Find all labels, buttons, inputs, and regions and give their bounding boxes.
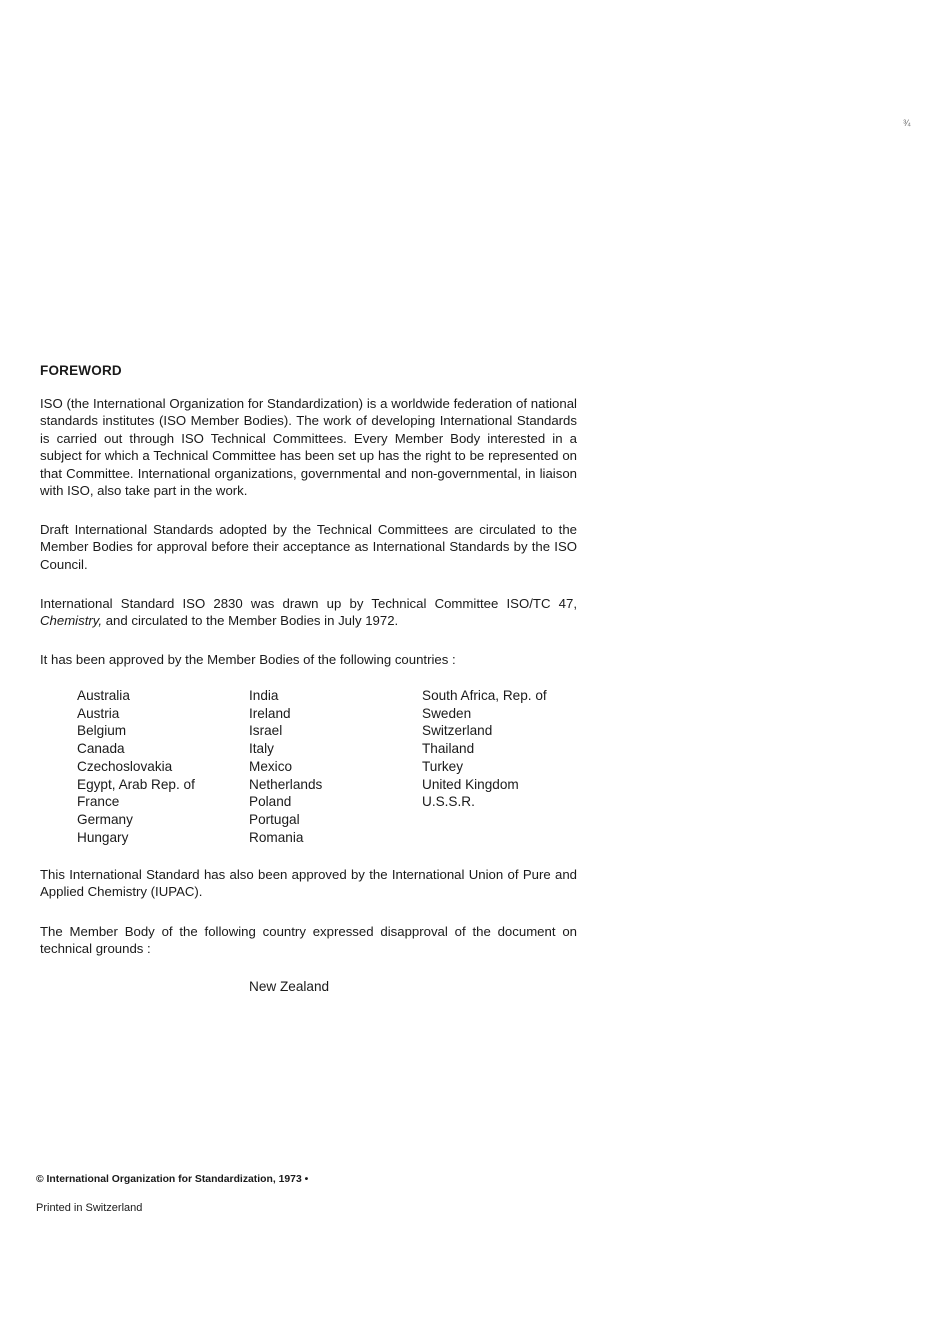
country-item: Israel xyxy=(249,723,283,739)
country-item: Mexico xyxy=(249,758,293,774)
country-item: Turkey xyxy=(422,758,464,774)
country-item: Switzerland xyxy=(422,723,493,739)
country-item: Netherlands xyxy=(249,776,323,792)
margin-speck: ¾ xyxy=(903,118,911,128)
country-item: Sweden xyxy=(422,705,472,721)
standard-text-end: and circulated to the Member Bodies in July 1972. xyxy=(102,613,399,629)
foreword-paragraph-drafts: Draft International Standards adopted by the Technical Committees are circulated to the Member Bodies for approval before their acceptance as International Standards by the ISO Council. xyxy=(40,522,577,572)
country-item: U.S.S.R. xyxy=(422,794,475,810)
foreword-paragraph-standard xyxy=(40,595,577,630)
country-item: Germany xyxy=(77,811,133,827)
country-item: Egypt, Arab Rep. of xyxy=(77,776,195,792)
country-item: Czechoslovakia xyxy=(77,758,173,774)
country-item: South Africa, Rep. of xyxy=(422,688,547,703)
country-item: Portugal xyxy=(249,811,300,827)
country-item: Canada xyxy=(77,741,125,757)
foreword-paragraph-iso: ISO (the International Organization for Standardization) is a worldwide federation of national standards institutes (ISO Member Bodies). The work of developing International Standards is carried out through ISO Technical Committees. Every Member Body interested in a subject for which a Technical Committee has been set up has the right to be represented on that Committee. International organizations, governmental and non-governmental, in liaison with ISO, also take part in the work. xyxy=(40,396,577,499)
country-item: Thailand xyxy=(422,741,475,757)
standard-text-start: International Standard ISO 2830 was drawn up by Technical Committee ISO/TC 47, xyxy=(40,596,577,611)
country-item: Romania xyxy=(249,829,304,845)
country-list-column-2 xyxy=(249,687,322,846)
country-item: Italy xyxy=(249,741,274,757)
printed-in-note: Printed in Switzerland xyxy=(36,1202,143,1214)
country-item: Austria xyxy=(77,705,120,721)
disapproving-country: New Zealand xyxy=(249,979,330,994)
country-item: France xyxy=(77,794,120,810)
disapproval-paragraph: The Member Body of the following country expressed disapproval of the document on technical grounds : xyxy=(40,924,577,957)
country-item: Hungary xyxy=(77,829,129,845)
country-list-column-1 xyxy=(77,687,195,846)
committee-name: Chemistry, xyxy=(40,613,103,629)
country-item: Australia xyxy=(77,688,130,703)
country-item: Ireland xyxy=(249,705,291,721)
country-item: India xyxy=(249,688,279,703)
country-item: Poland xyxy=(249,794,292,810)
approval-intro: It has been approved by the Member Bodies of the following countries : xyxy=(40,652,456,667)
country-item: United Kingdom xyxy=(422,776,519,792)
country-item: Belgium xyxy=(77,723,127,739)
country-list-column-3 xyxy=(422,687,547,811)
copyright-notice: © International Organization for Standardization, 1973 • xyxy=(36,1174,309,1185)
iupac-approval-paragraph: This International Standard has also been approved by the International Union of Pure and Applied Chemistry (IUPAC). xyxy=(40,867,577,900)
foreword-heading: FOREWORD xyxy=(40,363,122,378)
